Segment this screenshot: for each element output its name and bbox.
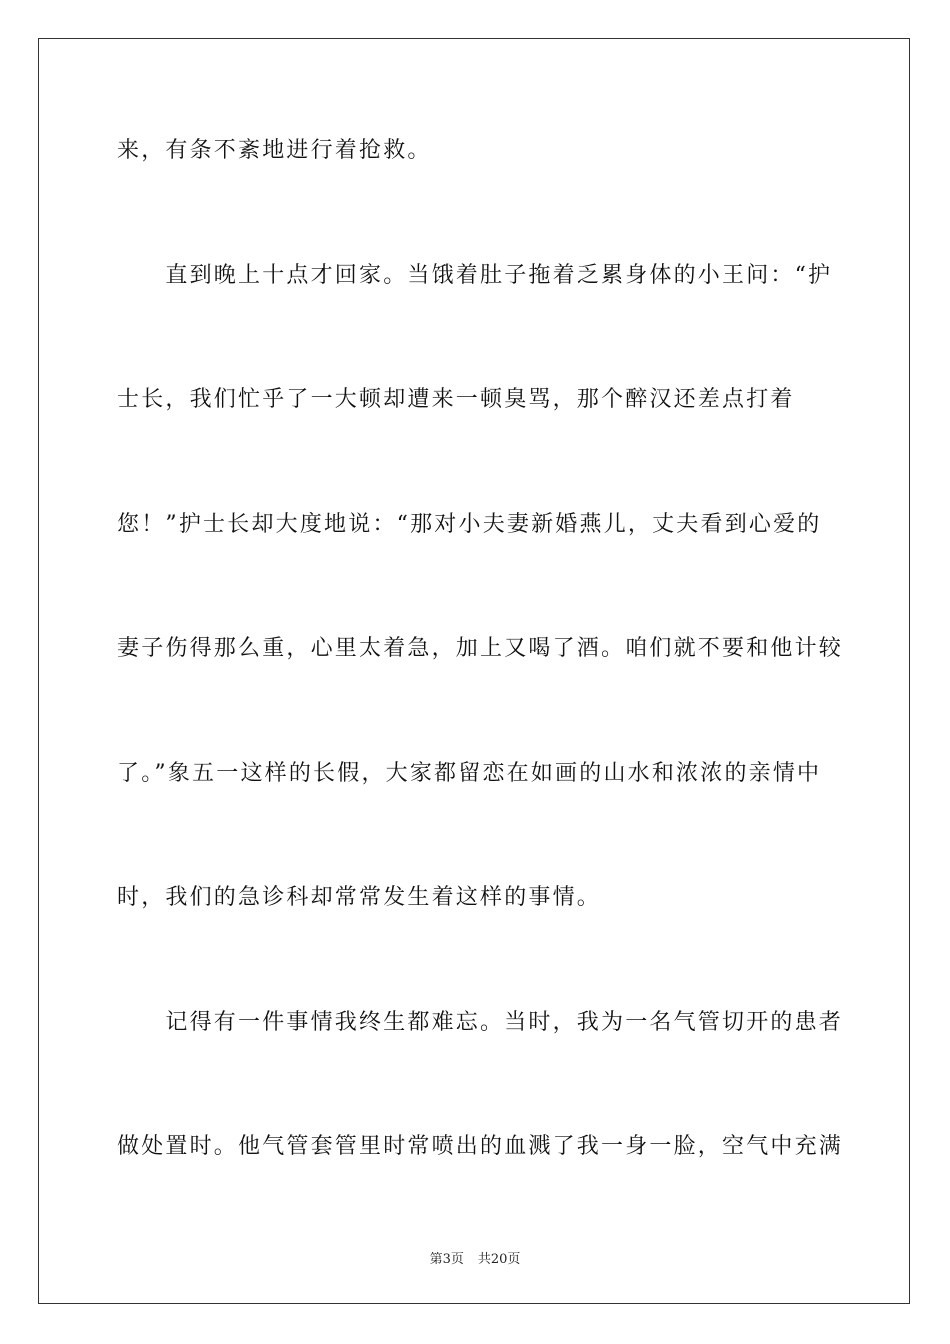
text-line: 了。”象五一这样的长假，大家都留恋在如画的山水和浓浓的亲情中 bbox=[117, 761, 822, 786]
text-line: 妻子伤得那么重，心里太着急，加上又喝了酒。咱们就不要和他计较 bbox=[117, 636, 844, 661]
page-number: 第3页 bbox=[429, 1252, 464, 1267]
text-line: 记得有一件事情我终生都难忘。当时，我为一名气管切开的患者 bbox=[117, 1010, 844, 1035]
page-footer bbox=[0, 1248, 950, 1267]
text-line: 来，有条不紊地进行着抢救。 bbox=[117, 138, 432, 163]
page-border bbox=[38, 38, 910, 1304]
page-total: 共20页 bbox=[477, 1252, 521, 1267]
text-line: 做处置时。他气管套管里时常喷出的血溅了我一身一脸，空气中充满 bbox=[117, 1134, 844, 1159]
text-line: 时，我们的急诊科却常常发生着这样的事情。 bbox=[117, 885, 602, 910]
text-line: 士长，我们忙乎了一大顿却遭来一顿臭骂，那个醉汉还差点打着 bbox=[117, 387, 795, 412]
text-line: 直到晚上十点才回家。当饿着肚子拖着乏累身体的小王问：“护 bbox=[117, 263, 833, 288]
text-line: 您！”护士长却大度地说：“那对小夫妻新婚燕儿，丈夫看到心爱的 bbox=[117, 512, 822, 537]
